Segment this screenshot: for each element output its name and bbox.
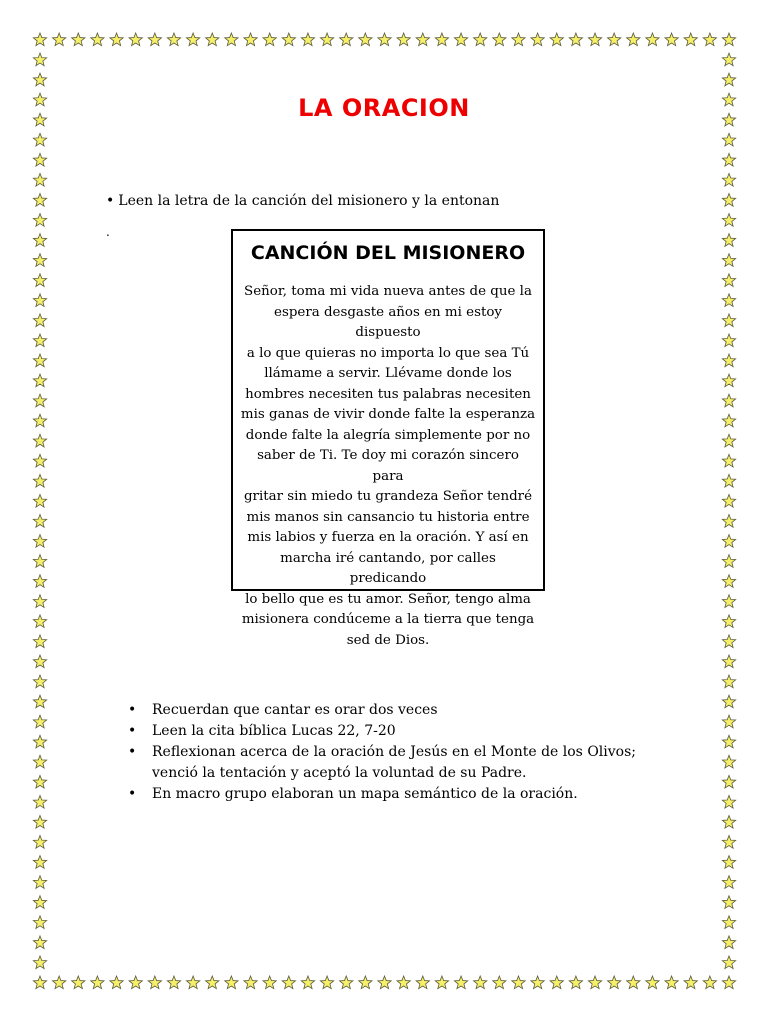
star-icon (301, 33, 314, 46)
star-icon (33, 715, 46, 728)
star-icon (722, 715, 735, 728)
song-title: CANCIÓN DEL MISIONERO (250, 242, 526, 264)
star-icon (722, 314, 735, 327)
star-icon (33, 434, 46, 447)
star-icon (33, 454, 46, 467)
star-icon (722, 836, 735, 849)
page-title: LA ORACION (298, 94, 470, 122)
star-icon (33, 73, 46, 86)
star-icon (531, 976, 544, 989)
star-icon (722, 33, 735, 46)
star-icon (33, 414, 46, 427)
list-item-text: Recuerdan que cantar es orar dos veces (152, 702, 438, 718)
star-icon (722, 896, 735, 909)
star-icon (263, 976, 276, 989)
star-icon (33, 836, 46, 849)
star-icon (33, 173, 46, 186)
star-icon (397, 976, 410, 989)
list-item (106, 742, 666, 784)
star-icon (167, 33, 180, 46)
star-icon (684, 976, 697, 989)
star-icon (340, 976, 353, 989)
star-icon (129, 33, 142, 46)
star-icon (282, 976, 295, 989)
star-icon (722, 274, 735, 287)
star-icon (186, 33, 199, 46)
star-icon (129, 976, 142, 989)
star-icon (550, 976, 563, 989)
star-icon (588, 33, 601, 46)
star-icon (722, 795, 735, 808)
star-icon (33, 254, 46, 267)
star-icon (320, 33, 333, 46)
star-icon (206, 33, 219, 46)
star-icon (33, 294, 46, 307)
star-icon (722, 655, 735, 668)
star-icon (722, 555, 735, 568)
star-icon (33, 595, 46, 608)
star-icon (33, 655, 46, 668)
star-icon (608, 976, 621, 989)
stray-dot: . (106, 225, 110, 239)
star-icon (33, 234, 46, 247)
star-icon (646, 976, 659, 989)
star-icon (33, 535, 46, 548)
star-icon (722, 595, 735, 608)
star-icon (33, 936, 46, 949)
star-icon (263, 33, 276, 46)
star-icon (722, 575, 735, 588)
activity-list (106, 700, 666, 805)
star-icon (722, 73, 735, 86)
song-box (231, 229, 545, 648)
star-icon (474, 976, 487, 989)
star-icon (52, 976, 65, 989)
bullet-icon: • (128, 702, 137, 718)
lyric-line: espera desgaste años en mi estoy dispuesto (274, 304, 502, 340)
list-item (106, 721, 666, 742)
star-icon (167, 976, 180, 989)
star-icon (33, 334, 46, 347)
star-icon (627, 33, 640, 46)
star-icon (703, 33, 716, 46)
list-item-text: Reflexionan acerca de la oración de Jesús en el Monte de los Olivos; venció la tentación y aceptó la voluntad de su Padre. (152, 744, 636, 781)
star-icon (110, 976, 123, 989)
star-icon (722, 735, 735, 748)
star-icon (435, 33, 448, 46)
star-icon (722, 153, 735, 166)
lyric-line: marcha iré cantando, por calles predicando (280, 550, 496, 586)
star-icon (378, 976, 391, 989)
star-icon (378, 33, 391, 46)
star-icon (33, 976, 46, 989)
star-icon (722, 354, 735, 367)
star-icon (33, 314, 46, 327)
star-icon (33, 194, 46, 207)
lyric-line: a lo que quieras no importa lo que sea Tú (246, 345, 530, 361)
star-icon (33, 33, 46, 46)
star-icon (703, 976, 716, 989)
lyric-line: sed de Dios. (346, 632, 430, 648)
star-icon (722, 334, 735, 347)
star-icon (33, 956, 46, 969)
star-icon (72, 976, 85, 989)
star-icon (33, 153, 46, 166)
star-icon (722, 173, 735, 186)
lyric-line: hombres necesiten tus palabras necesiten (245, 386, 531, 402)
star-icon (33, 735, 46, 748)
bullet-icon: • (106, 193, 115, 209)
star-icon (454, 976, 467, 989)
star-icon (722, 876, 735, 889)
star-icon (722, 775, 735, 788)
intro-text: Leen la letra de la canción del misionero y la entonan (118, 193, 500, 209)
star-icon (722, 394, 735, 407)
star-icon (435, 976, 448, 989)
list-item (106, 700, 666, 721)
star-icon (722, 976, 735, 989)
star-icon (722, 214, 735, 227)
lyric-line: misionera condúceme a la tierra que tenga (241, 612, 535, 627)
lyric-line: mis ganas de vivir donde falte la esperanza (240, 407, 536, 422)
star-icon (359, 976, 372, 989)
star-icon (33, 133, 46, 146)
star-icon (722, 635, 735, 648)
star-icon (91, 33, 104, 46)
star-icon (244, 33, 257, 46)
star-icon (722, 916, 735, 929)
star-icon (244, 976, 257, 989)
lyric-line: Señor, toma mi vida nueva antes de que la (244, 284, 532, 299)
intro-line (106, 192, 499, 210)
star-icon (359, 33, 372, 46)
star-icon (493, 33, 506, 46)
star-icon (33, 214, 46, 227)
lyric-line: lo bello que es tu amor. Señor, tengo alma (245, 591, 531, 607)
lyric-line: saber de Ti. Te doy mi corazón sincero para (257, 448, 519, 484)
star-icon (722, 133, 735, 146)
star-icon (722, 675, 735, 688)
song-lyrics (240, 282, 536, 651)
star-icon (646, 33, 659, 46)
star-icon (722, 494, 735, 507)
star-icon (33, 575, 46, 588)
star-icon (550, 33, 563, 46)
star-icon (33, 795, 46, 808)
star-icon (33, 474, 46, 487)
star-icon (588, 976, 601, 989)
lyric-line: mis labios y fuerza en la oración. Y así en (247, 530, 529, 545)
bullet-icon: • (128, 744, 137, 760)
star-icon (33, 755, 46, 768)
star-icon (72, 33, 85, 46)
list-item (106, 784, 666, 805)
star-icon (722, 474, 735, 487)
lyric-line: donde falte la alegría simplemente por no (245, 427, 531, 443)
star-icon (206, 976, 219, 989)
star-icon (722, 434, 735, 447)
star-icon (33, 515, 46, 528)
star-icon (301, 976, 314, 989)
star-icon (454, 33, 467, 46)
star-icon (33, 916, 46, 929)
list-item-text: Leen la cita bíblica Lucas 22, 7-20 (152, 723, 396, 739)
star-icon (665, 33, 678, 46)
star-icon (340, 33, 353, 46)
star-icon (722, 695, 735, 708)
star-icon (33, 675, 46, 688)
star-icon (722, 856, 735, 869)
star-icon (608, 33, 621, 46)
star-icon (722, 374, 735, 387)
star-icon (52, 33, 65, 46)
star-icon (33, 374, 46, 387)
star-icon (33, 354, 46, 367)
star-icon (33, 394, 46, 407)
star-icon (148, 976, 161, 989)
list-item-text: En macro grupo elaboran un mapa semántico de la oración. (152, 786, 578, 802)
star-icon (512, 976, 525, 989)
star-icon (722, 414, 735, 427)
star-icon (722, 615, 735, 628)
bullet-icon: • (128, 723, 137, 739)
star-icon (33, 274, 46, 287)
star-icon (397, 33, 410, 46)
star-icon (722, 956, 735, 969)
star-icon (722, 194, 735, 207)
star-icon (722, 454, 735, 467)
star-icon (225, 976, 238, 989)
star-icon (33, 555, 46, 568)
star-icon (627, 976, 640, 989)
star-icon (91, 976, 104, 989)
star-icon (186, 976, 199, 989)
star-icon (531, 33, 544, 46)
star-icon (722, 936, 735, 949)
star-icon (416, 33, 429, 46)
lyric-line: gritar sin miedo tu grandeza Señor tendré (243, 489, 532, 504)
star-icon (684, 33, 697, 46)
star-icon (722, 53, 735, 66)
star-icon (33, 615, 46, 628)
star-icon (282, 33, 295, 46)
lyric-line: mis manos sin cansancio tu historia entre (246, 509, 530, 525)
star-icon (33, 876, 46, 889)
star-icon (33, 695, 46, 708)
star-icon (110, 33, 123, 46)
star-icon (33, 815, 46, 828)
star-icon (722, 815, 735, 828)
star-icon (33, 494, 46, 507)
star-icon (722, 234, 735, 247)
star-icon (722, 515, 735, 528)
star-icon (569, 976, 582, 989)
star-icon (225, 33, 238, 46)
star-icon (148, 33, 161, 46)
bullet-icon: • (128, 786, 137, 802)
star-icon (512, 33, 525, 46)
lyric-line: llámame a servir. Llévame donde los (264, 366, 512, 381)
star-icon (33, 775, 46, 788)
star-icon (33, 896, 46, 909)
star-icon (722, 535, 735, 548)
star-icon (493, 976, 506, 989)
star-icon (722, 254, 735, 267)
star-icon (320, 976, 333, 989)
star-icon (722, 294, 735, 307)
star-icon (569, 33, 582, 46)
star-icon (474, 33, 487, 46)
star-icon (416, 976, 429, 989)
star-icon (33, 856, 46, 869)
star-icon (722, 755, 735, 768)
star-icon (33, 53, 46, 66)
star-icon (665, 976, 678, 989)
star-icon (33, 635, 46, 648)
